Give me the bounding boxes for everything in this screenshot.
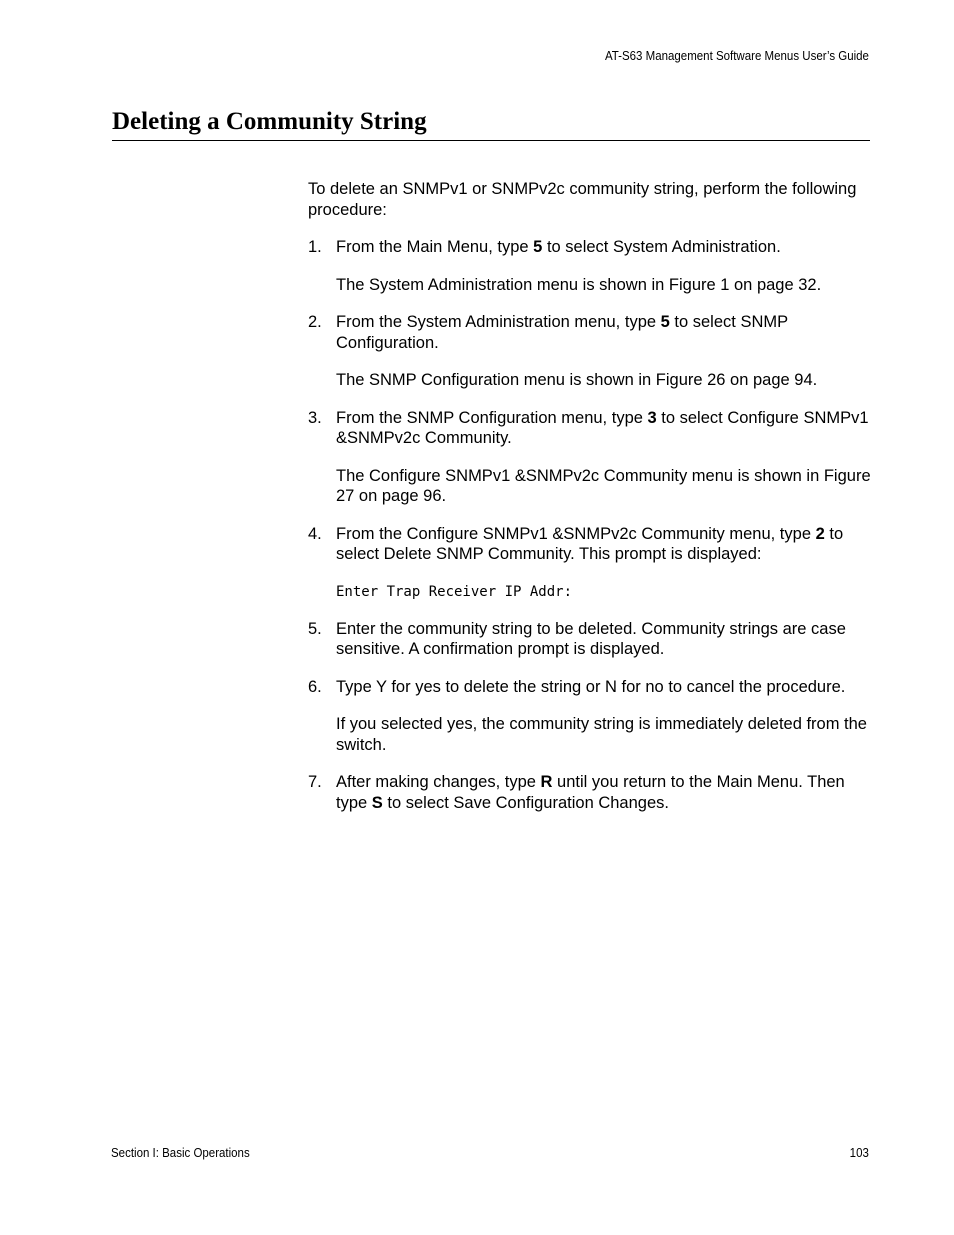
- step-text: From the Configure SNMPv1 &SNMPv2c Community menu, type 2 to select Delete SNMP Community. This prompt is displayed:: [336, 524, 844, 563]
- key-hint: 5: [660, 313, 670, 331]
- step-2: [308, 312, 873, 391]
- footer-page-number: 103: [849, 1146, 869, 1160]
- step-text: Enter the community string to be deleted. Community strings are case sensitive. A confirmation prompt is displayed.: [336, 619, 846, 658]
- step-note: The SNMP Configuration menu is shown in Figure 26 on page 94.: [336, 371, 818, 389]
- step-number: 4.: [308, 524, 322, 543]
- key-hint: S: [371, 793, 383, 812]
- step-text: After making changes, type R until you return to the Main Menu. Then type S to select Save Configuration Changes.: [336, 773, 845, 812]
- key-hint: 2: [815, 524, 825, 543]
- step-7: [308, 772, 873, 813]
- step-number: 1.: [308, 238, 322, 256]
- step-3: [308, 408, 873, 507]
- step-number: 3.: [308, 408, 322, 427]
- step-number: 5.: [308, 619, 322, 638]
- step-6: [308, 677, 873, 756]
- step-5: [308, 619, 873, 660]
- title-rule: [112, 140, 870, 141]
- step-note: The Configure SNMPv1 &SNMPv2c Community menu is shown in Figure 27 on page 96.: [336, 466, 871, 505]
- key-hint: 3: [647, 408, 657, 427]
- step-number: 6.: [308, 677, 322, 696]
- step-4: [308, 524, 873, 602]
- step-text: Type Y for yes to delete the string or N for no to cancel the procedure.: [336, 677, 846, 696]
- key-hint: R: [540, 773, 553, 791]
- step-text: From the System Administration menu, type 5 to select SNMP Configuration.: [336, 313, 788, 352]
- running-header: AT-S63 Management Software Menus User’s Guide: [605, 49, 869, 63]
- step-note: If you selected yes, the community string is immediately deleted from the switch.: [336, 715, 867, 754]
- step-1: [308, 237, 873, 295]
- step-number: 7.: [308, 773, 322, 791]
- intro-paragraph: To delete an SNMPv1 or SNMPv2c community string, perform the following procedure:: [308, 180, 857, 219]
- step-text: From the Main Menu, type 5 to select System Administration.: [336, 238, 781, 256]
- footer-section-label: Section I: Basic Operations: [111, 1146, 250, 1160]
- step-number: 2.: [308, 313, 322, 331]
- section-title: Deleting a Community String: [112, 108, 427, 135]
- key-hint: 5: [533, 238, 543, 256]
- procedure-steps: [308, 237, 873, 813]
- step-text: From the SNMP Configuration menu, type 3 to select Configure SNMPv1 &SNMPv2c Community.: [336, 408, 869, 447]
- document-body: [308, 179, 873, 830]
- step-note: The System Administration menu is shown in Figure 1 on page 32.: [336, 275, 822, 294]
- console-prompt: Enter Trap Receiver IP Addr:: [336, 583, 573, 600]
